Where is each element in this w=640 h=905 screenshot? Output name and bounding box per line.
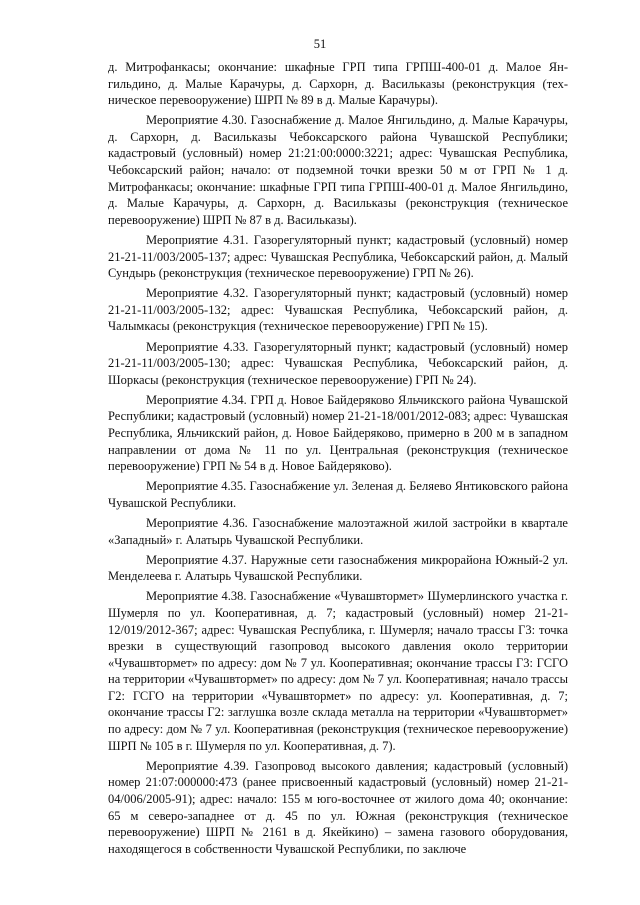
paragraph-item-4-36: Мероприятие 4.36. Газоснабжение малоэтажной жилой застройки в квартале «Западный» г. Алатырь Чувашской Республики.	[108, 515, 568, 547]
paragraph-item-4-34: Мероприятие 4.34. ГРП д. Новое Байдеряково Яльчикского района Чувашской Республики; кадастровый (условный) номер 21-21-18/001/2012-083; адрес: Чувашская Республика, Яльчикский район, д. Новое Байдеряково, примерно в 200 м в западном направлении от дома № 11 по ул. Центральная (реконструкция (техническое перевооружение) ГРП № 54 в д. Новое Байдеряково).	[108, 392, 568, 474]
page-number: 51	[313, 37, 327, 51]
paragraph-continuation: д. Митрофанкасы; окончание: шкафные ГРП типа ГРПШ-400-01 д. Малое Янгильдино, д. Малые Карачуры, д. Сархорн, д. Васильказы (реконструкция (техническое перевооружение) ШРП № 89 в д. Малые Карачуры).	[108, 60, 568, 108]
document-body	[108, 59, 568, 857]
paragraph-item-4-38: Мероприятие 4.38. Газоснабжение «Чувашвтормет» Шумерлинского участка г. Шумерля по ул. Кооперативная, д. 7; кадастровый (условный) номер 21-21-12/019/2012-367; адрес: Чувашская Республика, г. Шумерля; начало трассы Г3: точка врезки в существующий газопровод высокого давления около территории «Чувашвтормет» по адресу: дом № 7 ул. Кооперативная; окончание трассы Г3: ГСГО на территории «Чувашвтормет» по адресу: дом № 7 ул. Кооперативная; начало трассы Г2: ГСГО на территории «Чувашвтормет» по адресу: ул. Кооперативная, д. 7; окончание трассы Г2: заглушка возле склада металла на территории «Чувашвтормет» по адресу: дом № 7 ул. Кооперативная (реконструкция (техническое перевооружение) ШРП № 105 в г. Шумерля по ул. Кооперативная, д. 7).	[108, 589, 568, 753]
paragraph-item-4-31: Мероприятие 4.31. Газорегуляторный пункт; кадастровый (условный) номер 21-21-11/003/2005-137; адрес: Чувашская Республика, Чебоксарский район, д. Малый Сундырь (реконструкция (техническое перевооружение) ГРП № 26).	[108, 232, 568, 281]
paragraph-item-4-32: Мероприятие 4.32. Газорегуляторный пункт; кадастровый (условный) номер 21-21-11/003/2005-132; адрес: Чувашская Республика, Чебоксарский район, д. Чалымкасы (реконструкция (техническое перевооружение) ГРП № 15).	[108, 286, 568, 334]
paragraph-item-4-33: Мероприятие 4.33. Газорегуляторный пункт; кадастровый (условный) номер 21-21-11/003/2005-130; адрес: Чувашская Республика, Чебоксарский район, д. Шоркасы (реконструкция (техническое перевооружение) ГРП № 24).	[108, 339, 568, 387]
paragraph-item-4-30: Мероприятие 4.30. Газоснабжение д. Малое Янгильдино, д. Малые Карачуры, д. Сархорн, д. Васильказы Чебоксарского района Чувашской Республики; кадастровый (условный) номер 21:21:00:0000:3221; адрес: Чувашская Республика, Чебоксарский район; начало: от подземной точки врезки 50 м от ГРП № 1 д. Митрофанкасы; окончание: шкафные ГРП типа ГРПШ-400-01 д. Малое Янгильдино, д. Малые Карачуры, д. Сархорн, д. Васильказы (реконструкция (техническое перевооружение) ШРП № 87 в д. Васильказы).	[108, 113, 568, 227]
paragraph-item-4-37: Мероприятие 4.37. Наружные сети газоснабжения микрорайона Южный-2 ул. Менделеева г. Алатырь Чувашской Республики.	[108, 552, 568, 584]
paragraph-item-4-39: Мероприятие 4.39. Газопровод высокого давления; кадастровый (условный) номер 21:07:000000:473 (ранее присвоенный кадастровый (условный) номер 21-21-04/006/2005-91); адрес: начало: 155 м юго-восточнее от жилого дома 40; окончание: 65 м северо-западнее от д. 45 по ул. Южная (реконструкция (техническое перевооружение) ШРП № 2161 в д. Якейкино) – замена газового оборудования, находящегося в собственности Чувашской Республики, по заключе	[108, 758, 568, 856]
paragraph-item-4-35: Мероприятие 4.35. Газоснабжение ул. Зеленая д. Беляево Янтиковского района Чувашской Республики.	[108, 479, 568, 510]
